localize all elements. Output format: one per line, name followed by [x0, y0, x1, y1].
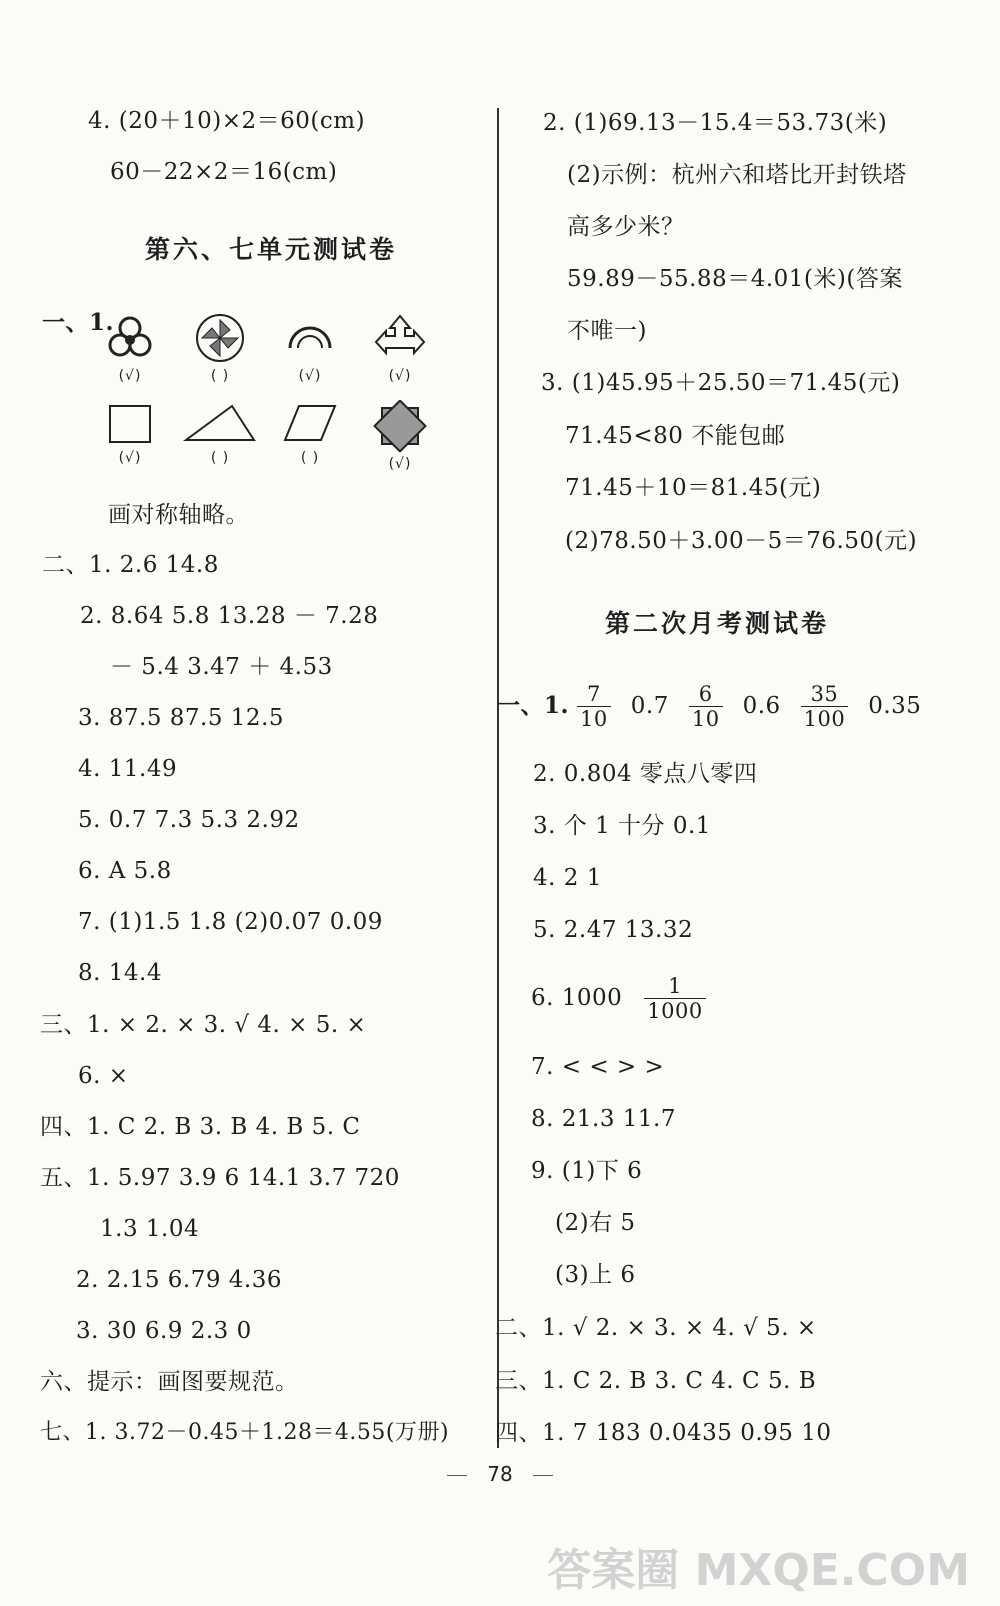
answer-line: 71.45＋10＝81.45(元): [565, 475, 822, 501]
answer-line: 四、1. C 2. B 3. B 4. B 5. C: [40, 1114, 361, 1140]
figure-item: [355, 400, 445, 472]
decimal-value: 0.7: [630, 693, 669, 719]
answer-line: 2. (1)69.13－15.4＝53.73(米): [543, 110, 888, 136]
answer-line-fractions: [497, 680, 933, 732]
symmetry-figures-row-2: [85, 400, 445, 472]
answer-text: 6. 1000: [531, 985, 623, 1011]
section-title: 第二次月考测试卷: [605, 609, 830, 638]
biohazard-icon: [104, 312, 156, 364]
denominator: 1000: [647, 998, 703, 1023]
figure-item: [175, 312, 265, 384]
triangle-icon: [182, 400, 258, 446]
answer-line: 1.3 1.04: [100, 1216, 200, 1242]
answer-line: － 5.4 3.47 ＋ 4.53: [110, 654, 333, 680]
decimal-value: 0.35: [868, 693, 922, 719]
answer-line: 60－22×2＝16(cm): [110, 159, 338, 185]
fraction: [689, 682, 723, 731]
numerator: 7: [577, 682, 611, 707]
fraction: [644, 974, 705, 1023]
parallelogram-icon: [281, 400, 339, 446]
star-square-icon: [370, 400, 430, 452]
numerator: 1: [644, 974, 705, 999]
answer-line: (2)78.50＋3.00－5＝76.50(元): [565, 528, 918, 554]
answer-line: 8. 21.3 11.7: [531, 1106, 676, 1132]
answer-line: 2. 8.64 5.8 13.28 － 7.28: [80, 603, 379, 629]
answer-line: 59.89－55.88＝4.01(米)(答案: [567, 266, 903, 292]
figure-item: [265, 312, 355, 384]
footer-dash: [533, 1475, 553, 1476]
answer-line: 二、1. 2.6 14.8: [42, 552, 219, 578]
figure-item: [85, 400, 175, 472]
denominator: 10: [691, 706, 720, 731]
pinwheel-icon: [194, 312, 246, 364]
question-label: 一、1.: [42, 309, 115, 336]
denominator: 10: [580, 706, 608, 731]
mark: (√): [118, 368, 142, 384]
mark: (√): [388, 456, 412, 472]
decimal-value: 0.6: [742, 693, 781, 719]
answer-line: 6. A 5.8: [78, 858, 172, 884]
page-footer: [0, 1462, 1000, 1486]
answer-line: 三、1. C 2. B 3. C 4. C 5. B: [495, 1368, 817, 1394]
answer-line: 4. 11.49: [78, 756, 178, 782]
answer-line: 7. (1)1.5 1.8 (2)0.07 0.09: [78, 909, 383, 935]
answer-line: 71.45<80 不能包邮: [565, 423, 786, 449]
answer-line: (2)右 5: [555, 1210, 636, 1236]
answer-line: 2. 2.15 6.79 4.36: [76, 1267, 283, 1293]
question-label: 一、1.: [497, 692, 570, 719]
column-divider: [497, 108, 499, 1448]
mark: (√): [118, 450, 142, 466]
page-number: 78: [487, 1462, 513, 1486]
answer-line: 三、1. × 2. × 3. √ 4. × 5. ×: [40, 1012, 367, 1038]
arrows-icon: [372, 312, 428, 364]
mark: ( ): [300, 450, 320, 466]
arch-icon: [284, 312, 336, 364]
answer-line: 5. 2.47 13.32: [533, 917, 694, 943]
answer-line: 4. 2 1: [533, 865, 602, 891]
mark: ( ): [210, 368, 230, 384]
answer-line: 6. ×: [78, 1063, 129, 1089]
answer-line: 3. 个 1 十分 0.1: [533, 813, 711, 839]
section-title: 第六、七单元测试卷: [145, 235, 398, 264]
mark: (√): [298, 368, 322, 384]
square-icon: [104, 400, 156, 446]
mark: ( ): [210, 450, 230, 466]
answer-line: (3)上 6: [555, 1262, 636, 1288]
answer-line: 3. (1)45.95＋25.50＝71.45(元): [541, 370, 901, 396]
watermark: 答案圈 MXQE.COM: [547, 1545, 970, 1596]
answer-line: 不唯一): [567, 318, 647, 344]
answer-line: 8. 14.4: [78, 960, 162, 986]
figure-item: [175, 400, 265, 472]
answer-line: 4. (20＋10)×2＝60(cm): [88, 108, 366, 134]
answer-line: 六、提示：画图要规范。: [40, 1369, 299, 1395]
denominator: 100: [803, 706, 846, 731]
mark: (√): [388, 368, 412, 384]
answer-line: 四、1. 7 183 0.0435 0.95 10: [495, 1420, 832, 1446]
answer-line: 七、1. 3.72－0.45＋1.28＝4.55(万册): [40, 1420, 450, 1445]
answer-line: 二、1. √ 2. × 3. × 4. √ 5. ×: [495, 1315, 817, 1341]
answer-line: 高多少米？: [567, 214, 685, 240]
answer-line: 画对称轴略。: [108, 502, 249, 528]
answer-line: 2. 0.804 零点八零四: [533, 761, 758, 787]
fraction: [577, 682, 611, 731]
fraction: [801, 682, 849, 731]
answer-line-fraction: [531, 972, 714, 1024]
figure-item: [265, 400, 355, 472]
answer-line: 7. < < > >: [531, 1054, 665, 1080]
answer-line: 五、1. 5.97 3.9 6 14.1 3.7 720: [40, 1165, 400, 1191]
numerator: 6: [689, 682, 723, 707]
answer-line: 5. 0.7 7.3 5.3 2.92: [78, 807, 300, 833]
symmetry-figures-row-1: [85, 312, 445, 384]
answer-line: 3. 87.5 87.5 12.5: [78, 705, 285, 731]
answer-line: (2)示例：杭州六和塔比开封铁塔: [567, 162, 907, 188]
answer-line: 9. (1)下 6: [531, 1158, 643, 1184]
numerator: 35: [801, 682, 849, 707]
figure-item: [355, 312, 445, 384]
footer-dash: [447, 1475, 467, 1476]
answer-line: 3. 30 6.9 2.3 0: [76, 1318, 252, 1344]
figure-item: [85, 312, 175, 384]
